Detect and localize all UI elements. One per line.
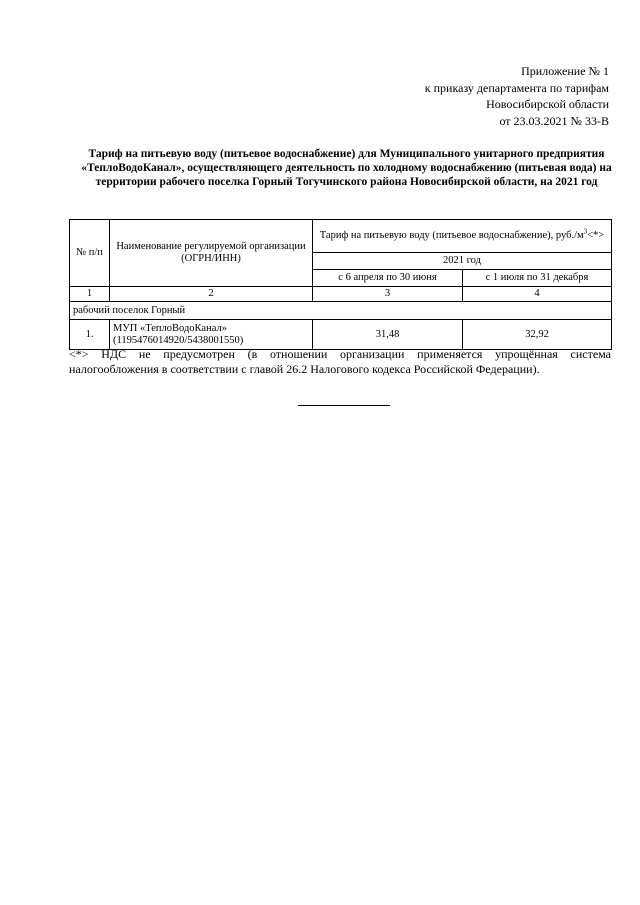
tariff-table [69,219,612,350]
appendix-line-2: к приказу департамента по тарифам [424,80,609,95]
header-tariff-superscript: 3 [583,227,588,236]
end-divider [298,405,390,406]
header-period-1: с 6 апреля по 30 июня [313,270,463,287]
row-organization [110,320,313,350]
header-organization: Наименование регулируемой организации (ОГРН/ИНН) [110,220,313,287]
row-value-period-2: 32,92 [463,320,612,350]
column-number-2: 2 [110,287,313,302]
row-organization-name: МУП «ТеплоВодоКанал» [113,322,227,334]
header-tariff-text: Тариф на питьевую воду (питьевое водоснабжение), руб./м [319,230,584,241]
appendix-line-1: Приложение № 1 [521,64,609,78]
table-row [70,320,612,350]
row-organization-ids: (1195476014920/5438001550) [113,334,244,346]
column-number-3: 3 [313,287,463,302]
header-number: № п/п [70,220,110,287]
column-number-1: 1 [70,287,110,302]
appendix-line-4: от 23.03.2021 № 33-В [499,113,609,128]
appendix-block [425,63,609,129]
column-number-4: 4 [463,287,612,302]
header-year: 2021 год [313,253,612,270]
header-tariff [313,220,612,253]
section-row: рабочий поселок Горный [70,302,612,320]
appendix-line-3: Новосибирской области [486,97,609,111]
document-title: Тариф на питьевую воду (питьевое водоснабжение) для Муниципального унитарного предприятия «ТеплоВодоКанал», осуществляющего деятельность по холодному водоснабжению (питьевая вода) на территории рабочего поселка Горный Тогучинского района Новосибирской области, на 2021 год [81,148,612,188]
footnote: <*> НДС не предусмотрен (в отношении организации применяется упрощённая система налогообложения в соответствии с главой 26.2 Налогового кодекса Российской Федерации). [69,347,611,376]
header-period-2: с 1 июля по 31 декабря [463,270,612,287]
row-value-period-1: 31,48 [313,320,463,350]
header-tariff-footnote-mark: <*> [587,230,605,241]
row-number: 1. [70,320,110,350]
